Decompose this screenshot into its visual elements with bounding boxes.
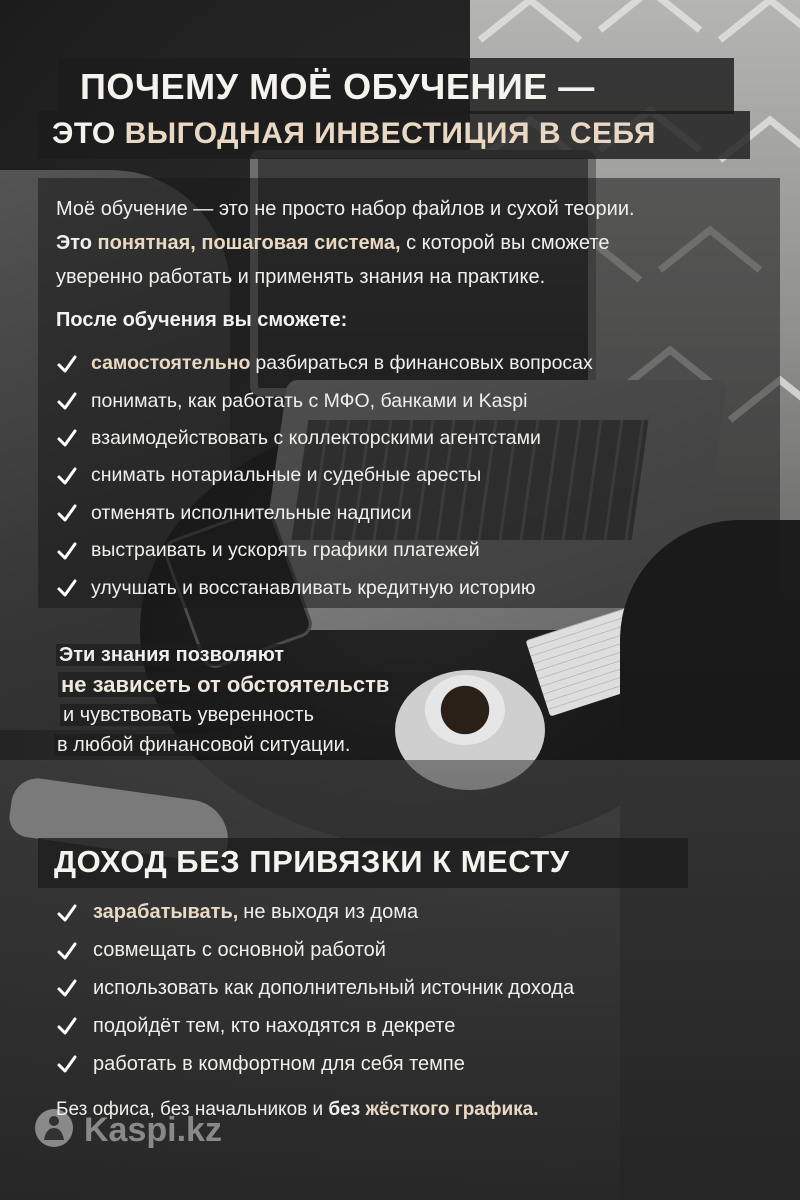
footer-text-start: Без офиса, без начальников и (56, 1099, 329, 1120)
intro-accent: понятная, пошаговая система, (97, 232, 401, 254)
list-item (56, 1045, 574, 1083)
knowledge-line4 (54, 730, 392, 760)
list-item-bold: самостоятельно (91, 352, 251, 375)
list-item-text: использовать как дополнительный источник дохода (93, 976, 575, 999)
title-line1-box (58, 58, 734, 114)
list-item (56, 932, 574, 970)
list-item-text: не выходя из дома (243, 901, 419, 924)
intro-paragraph (56, 192, 776, 294)
income-heading-box (38, 838, 688, 888)
after-training-list (56, 345, 593, 607)
knowledge-line1-text: Эти знания позволяют (56, 644, 287, 666)
list-item-text: улучшать и восстанавливать кредитную историю (91, 576, 536, 599)
check-icon (56, 977, 78, 999)
intro-bold-prefix: Это (56, 232, 92, 254)
income-heading: ДОХОД БЕЗ ПРИВЯЗКИ К МЕСТУ (54, 844, 570, 879)
footer-text (56, 1099, 539, 1121)
knowledge-block (54, 640, 392, 760)
check-icon (56, 540, 78, 562)
check-icon (56, 1015, 78, 1037)
title-line2-box (38, 111, 750, 159)
list-item-text: совмещать с основной работой (93, 939, 386, 962)
intro-line3: уверенно работать и применять знания на практике. (56, 266, 546, 288)
check-icon (56, 427, 78, 449)
income-list (56, 894, 574, 1083)
intro-line1: Моё обучение — это не просто набор файлов и сухой теории. (56, 198, 635, 220)
check-icon (56, 940, 78, 962)
list-item-text: взаимодействовать с коллекторскими агентстами (91, 426, 541, 449)
list-item-text: отменять исполнительные надписи (91, 501, 412, 524)
list-item (56, 495, 593, 532)
knowledge-line1 (54, 640, 392, 670)
list-item-text: работать в комфортном для себя темпе (93, 1052, 465, 1075)
check-icon (56, 353, 78, 375)
after-training-heading: После обучения вы сможете: (56, 309, 348, 331)
list-item (56, 420, 593, 457)
list-item (56, 345, 593, 382)
intro-line2 (56, 226, 776, 260)
check-icon (56, 465, 78, 487)
list-item (56, 894, 574, 932)
footer-bold: без (328, 1099, 361, 1120)
check-icon (56, 502, 78, 524)
list-item-bold: зарабатывать, (93, 901, 239, 924)
list-item (56, 382, 593, 419)
list-item (56, 970, 574, 1008)
knowledge-line3 (54, 700, 392, 730)
list-item-text: понимать, как работать с МФО, банками и Kaspi (91, 389, 528, 412)
check-icon (56, 902, 78, 924)
list-item (56, 569, 593, 606)
check-icon (56, 1053, 78, 1075)
knowledge-line4-text: в любой финансовой ситуации. (54, 734, 353, 756)
check-icon (56, 577, 78, 599)
list-item-text: разбираться в финансовых вопросах (255, 352, 593, 375)
list-item (56, 457, 593, 494)
list-item (56, 532, 593, 569)
footer-accent: жёсткого графика. (365, 1099, 539, 1120)
knowledge-line3-text: и чувствовать уверенность (60, 704, 317, 726)
kaspi-watermark-text: Kaspi.kz (84, 1111, 222, 1149)
check-icon (56, 390, 78, 412)
list-item-text: подойдёт тем, кто находятся в декрете (93, 1014, 456, 1037)
title-line2-prefix: ЭТО (52, 117, 125, 150)
intro-line2-rest: с которой вы сможете (400, 232, 610, 254)
title-line1: ПОЧЕМУ МОЁ ОБУЧЕНИЕ — (80, 66, 595, 107)
list-item-text: выстраивать и ускорять графики платежей (91, 539, 480, 562)
knowledge-line2-text: не зависеть от обстоятельств (58, 672, 392, 697)
title-line2-accent: ВЫГОДНАЯ ИНВЕСТИЦИЯ В СЕБЯ (124, 117, 656, 150)
list-item (56, 1007, 574, 1045)
list-item-text: снимать нотариальные и судебные аресты (91, 464, 482, 487)
title-line2 (52, 117, 656, 151)
knowledge-line2 (54, 670, 392, 700)
